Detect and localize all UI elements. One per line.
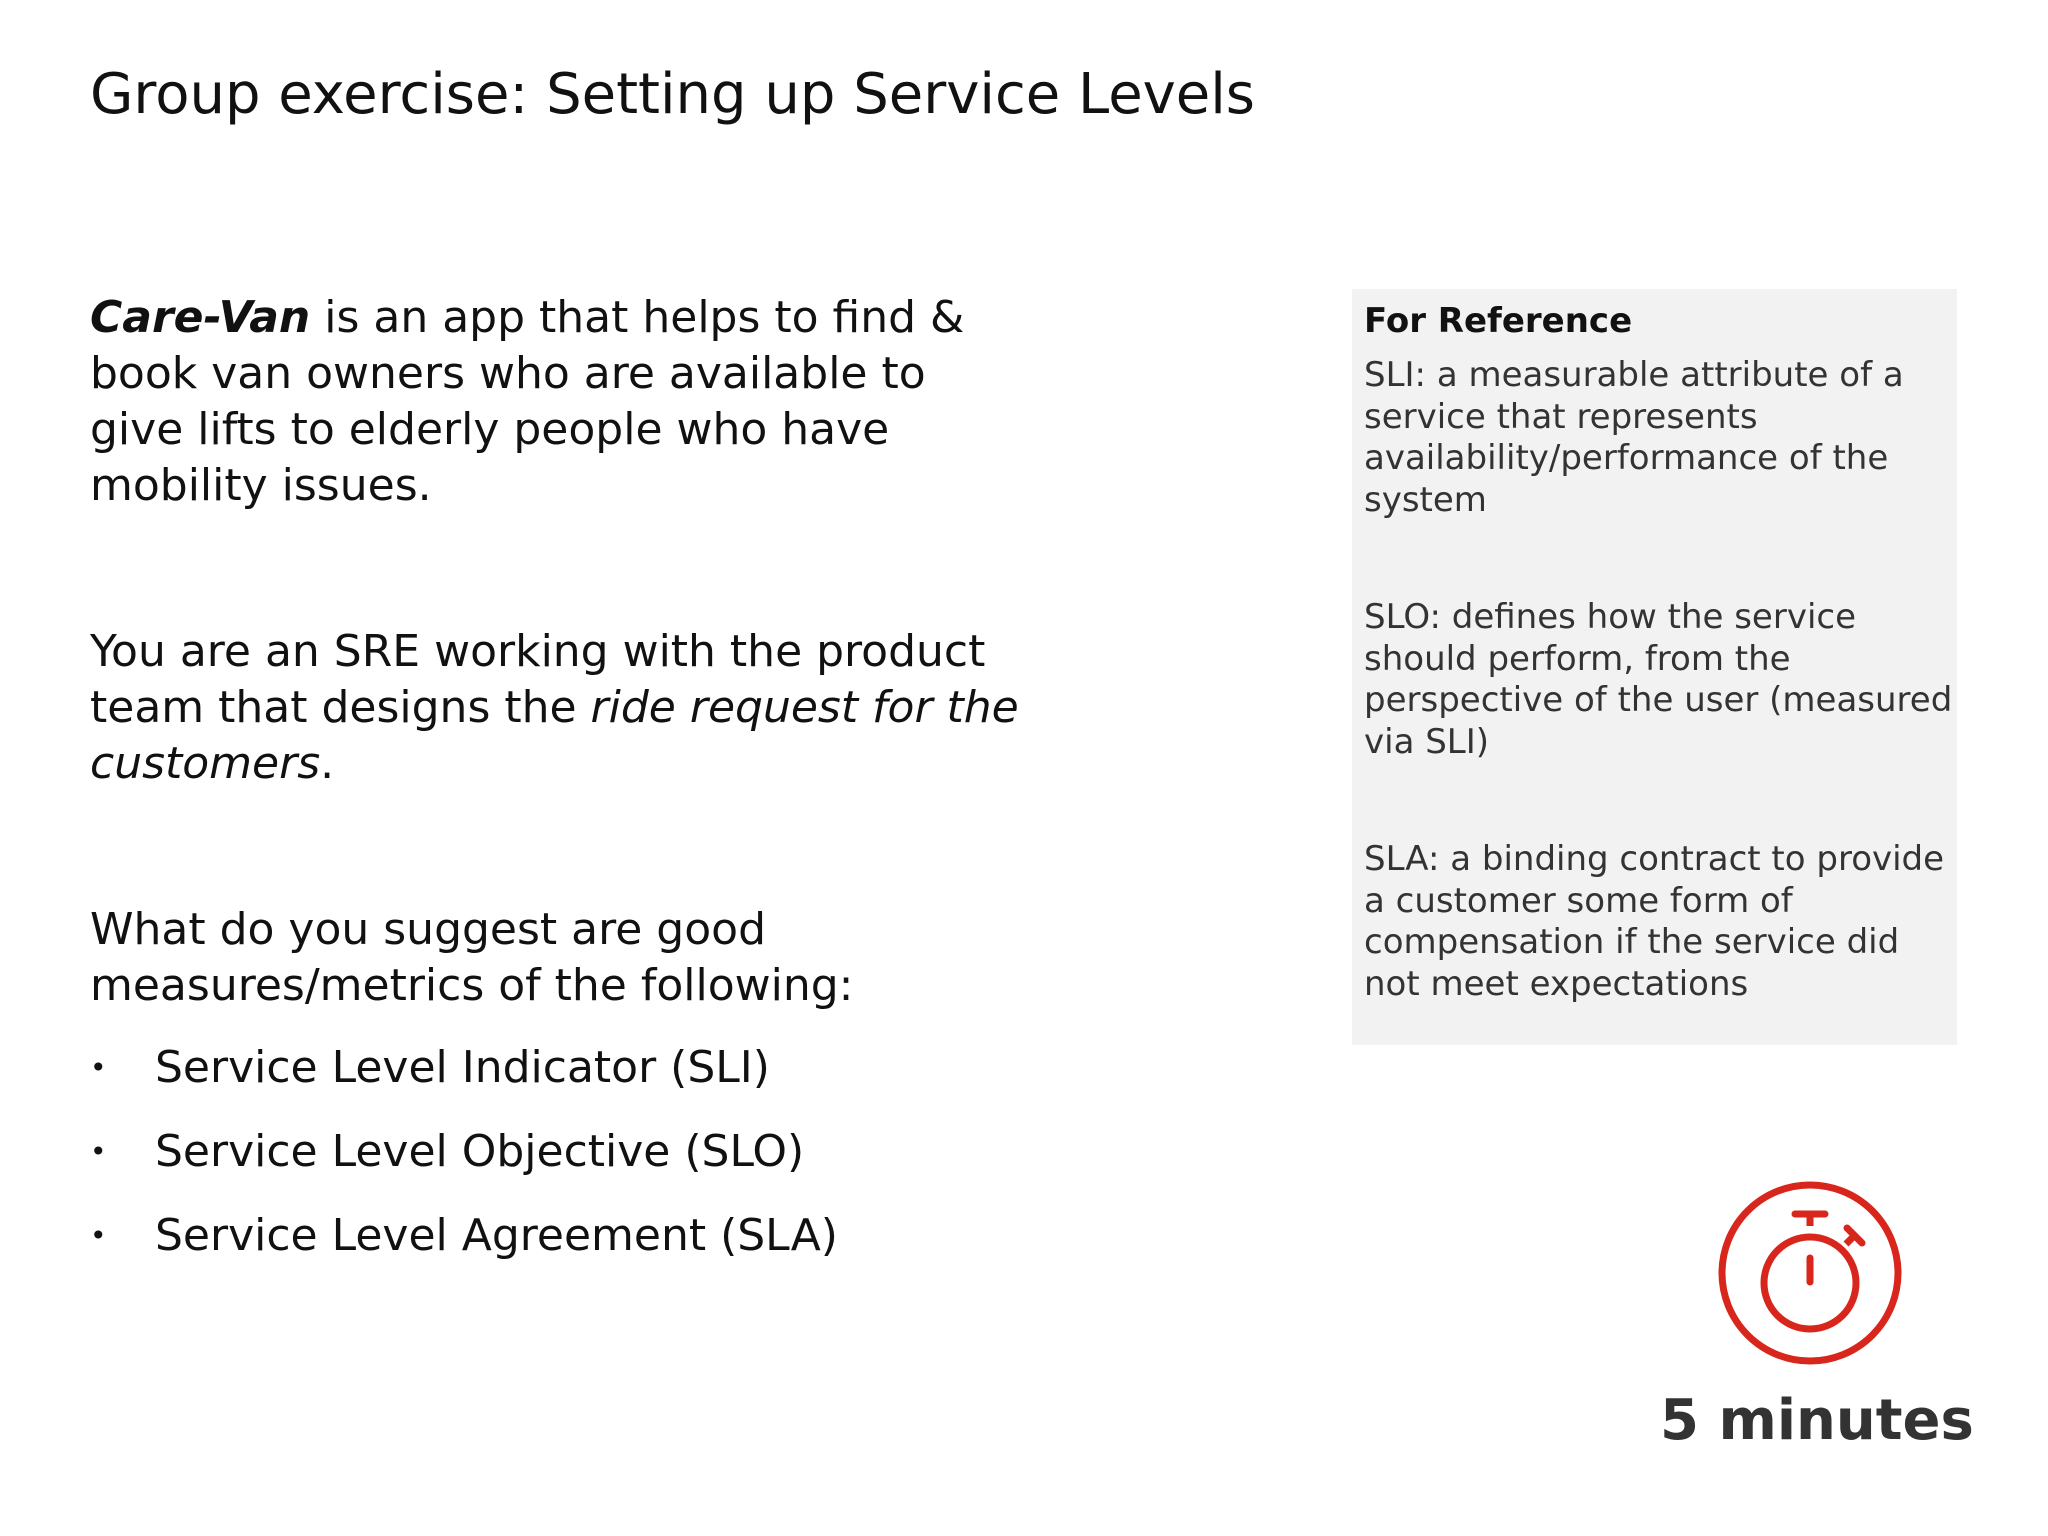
list-item: [90, 1040, 1030, 1124]
reference-sla: SLA: a binding contract to provide a customer some form of compensation if the service did not meet expectations: [1364, 839, 1945, 1004]
reference-box: [1352, 289, 1957, 1045]
question-paragraph: What do you suggest are good measures/metrics of the following:: [90, 904, 854, 1011]
reference-heading: For Reference: [1364, 301, 1633, 341]
list-item: [90, 1124, 1030, 1208]
app-name: Care-Van: [90, 292, 311, 343]
role-text-end: .: [320, 738, 335, 789]
intro-paragraph: [90, 290, 1030, 514]
bullet-text: Service Level Agreement (SLA): [155, 1210, 838, 1261]
bullet-list: [90, 1040, 1030, 1292]
intro-text: is an app that helps to find & book van owners who are available to give lifts to elderly people who have mobility issues.: [90, 292, 965, 511]
stopwatch-icon: [1715, 1178, 1905, 1368]
bullet-text: Service Level Indicator (SLI): [155, 1042, 770, 1093]
reference-slo: SLO: defines how the service should perform, from the perspective of the user (measured via SLI): [1364, 597, 1953, 762]
role-paragraph: [90, 624, 1030, 792]
reference-sli: SLI: a measurable attribute of a service that represents availability/performance of the system: [1364, 355, 1904, 520]
slide-title: Group exercise: Setting up Service Levels: [90, 62, 1255, 127]
role-text: You are an SRE working with the product team that designs the: [90, 626, 986, 733]
timer-label: 5 minutes: [1660, 1388, 1974, 1453]
bullet-dot: •: [90, 1051, 107, 1084]
list-item: [90, 1208, 1030, 1292]
bullet-dot: •: [90, 1135, 107, 1168]
role-emphasis: ride request for the customers: [90, 682, 1019, 789]
bullet-dot: •: [90, 1219, 107, 1252]
bullet-text: Service Level Objective (SLO): [155, 1126, 805, 1177]
